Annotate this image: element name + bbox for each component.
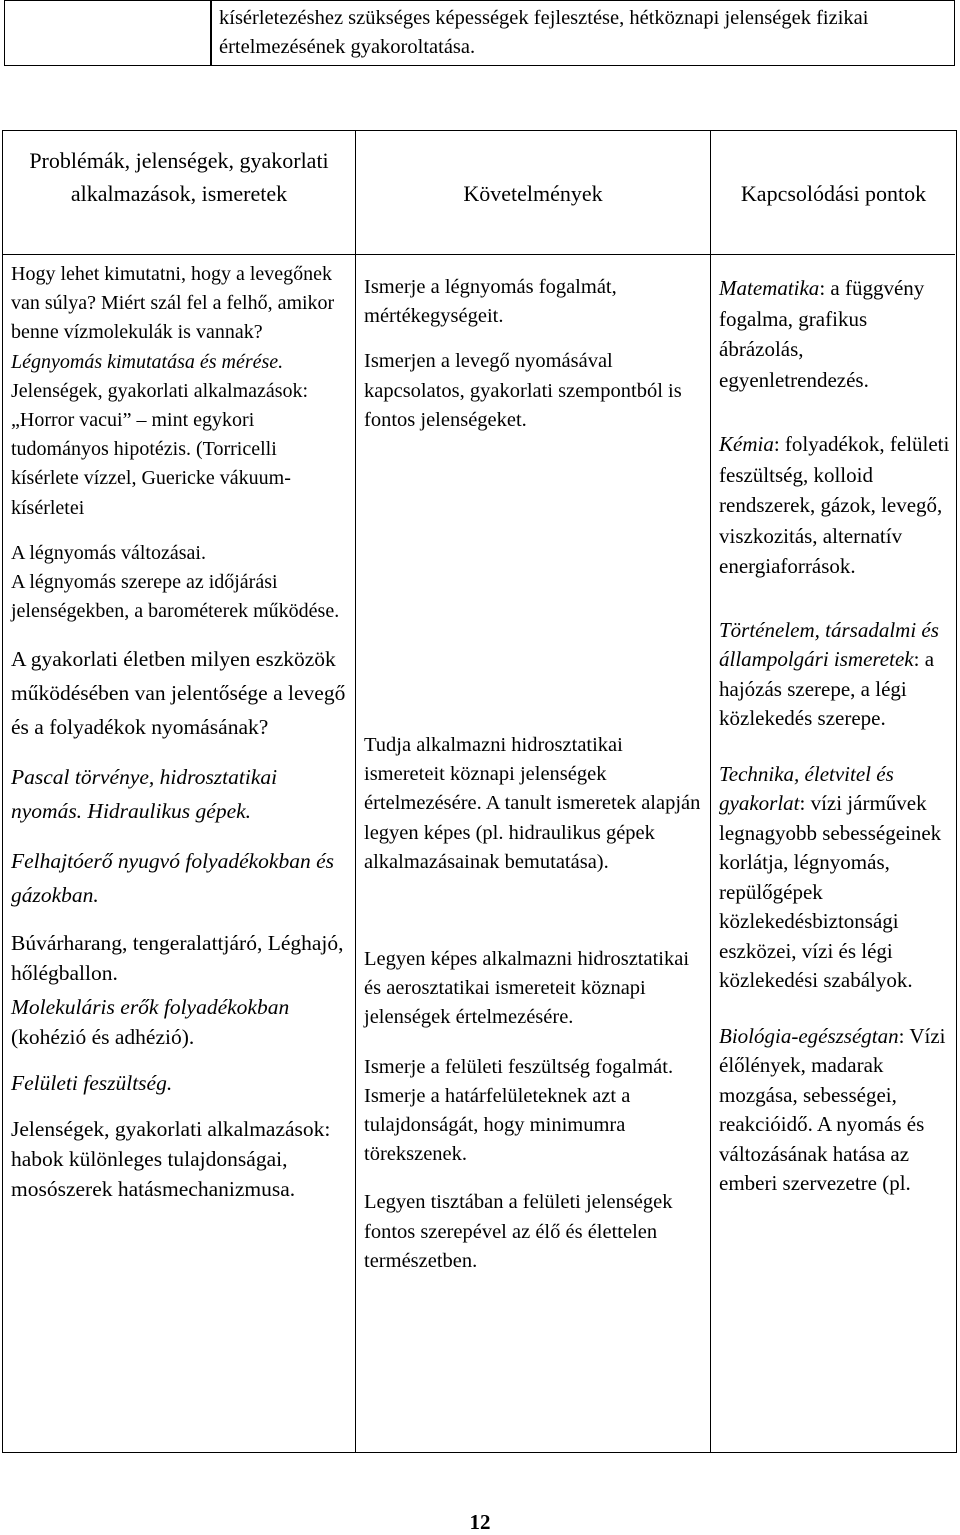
requirement-aerostatics: Legyen képes alkalmazni hidrosztatikai és aerosztatikai ismereteit köznapi jelenségek értelmezésére. xyxy=(364,948,690,1029)
header-problems: Problémák, jelenségek, gyakorlati alkalmazások, ismeretek xyxy=(29,148,329,206)
requirement-surface-tension: Ismerje a felületi feszültség fogalmát. Ismerje a határfelületeknek azt a tulajdonságát, hogy minimumra törekszenek. xyxy=(364,1055,674,1166)
text-pascal-law: Pascal törvénye, hidrosztatikai nyomás. Hidraulikus gépek. xyxy=(11,765,278,824)
paragraph-buoyancy xyxy=(11,844,347,912)
text-technology: : vízi járművek legnagyobb sebességeinek korlátja, légnyomás, repülőgépek közlekedésbiztonsági eszközei, vízi és légi közlekedési szabályok. xyxy=(719,791,942,992)
requirement-pressure-concept: Ismerje a légnyomás fogalmát, mértékegységeit. xyxy=(364,276,617,328)
connection-biology xyxy=(719,1022,953,1199)
paragraph-diving-bell: Búvárharang, tengeralattjáró, Léghajó, hőlégballon. xyxy=(11,931,344,986)
column-divider-1 xyxy=(355,130,356,1453)
label-mathematics: Matematika xyxy=(719,276,820,300)
header-requirements: Követelmények xyxy=(463,181,603,206)
paragraph-practical-question: A gyakorlati életben milyen eszközök működésében van jelentősége a levegő és a folyadékok nyomásának? xyxy=(11,647,346,740)
top-row-text: kísérletezéshez szükséges képességek fejlesztése, hétköznapi jelenségek fizikai értelmezésének gyakoroltatása. xyxy=(219,7,869,58)
paragraph-molecular-forces xyxy=(11,992,347,1052)
label-biology: Biológia-egészségtan xyxy=(719,1023,899,1048)
label-chemistry: Kémia xyxy=(719,432,774,456)
label-technology: Technika, életvitel és gyakorlat xyxy=(719,761,894,815)
paragraph-foams: habok különleges tulajdonságai, mosószerek hatásmechanizmusa. xyxy=(11,1147,296,1202)
requirement-surface-phenomena: Legyen tisztában a felületi jelenségek fontos szerepével az élő és élettelen természetben. xyxy=(364,1191,673,1272)
requirement-pressure-phenomena: Ismerjen a levegő nyomásával kapcsolatos, gyakorlati szempontból is fontos jelenségeket. xyxy=(364,350,682,431)
page-number: 12 xyxy=(469,1510,491,1534)
text-pressure-measurement: Légnyomás kimutatása és mérése. xyxy=(11,350,284,373)
text-air-weight-question: Hogy lehet kimutatni, hogy a levegőnek van súlya? Miért szál fel a felhő, amikor benne vízmolekulák is vannak? xyxy=(11,263,335,344)
header-connections: Kapcsolódási pontok xyxy=(740,181,927,206)
text-surface-tension: Felületi feszültség. xyxy=(11,1071,173,1096)
requirement-hydrostatics: Tudja alkalmazni hidrosztatikai ismereteit köznapi jelenségek értelmezésére. A tanult ismeretek alapján legyen képes (pl. hidraulikus gépek alkalmazásainak bemutatása). xyxy=(364,734,701,873)
column-problems xyxy=(11,260,347,1204)
paragraph-applications-label: Jelenségek, gyakorlati alkalmazások: xyxy=(11,1117,331,1142)
connection-technology xyxy=(719,760,953,996)
text-cohesion-adhesion: (kohézió és adhézió). xyxy=(11,1025,195,1050)
text-chemistry: : folyadékok, felületi feszültség, kolloid rendszerek, gázok, levegő, viszkozitás, alternatív energiaforrások. xyxy=(719,432,950,578)
column-requirements xyxy=(364,273,706,1276)
paragraph-weather-role: A légnyomás szerepe az időjárási jelenségekben, a barométerek működése. xyxy=(11,571,340,623)
paragraph-air-weight xyxy=(11,260,347,523)
text-molecular-forces: Molekuláris erők folyadékokban xyxy=(11,995,290,1020)
text-buoyancy: Felhajtóerő nyugvó folyadékokban és gázokban. xyxy=(11,849,334,908)
text-mathematics: : a függvény fogalma, grafikus ábrázolás, egyenletrendezés. xyxy=(719,276,925,392)
text-biology: : Vízi élőlények, madarak mozgása, sebességei, reakcióidő. A nyomás és változásának hatása az emberi szervezetre (pl. xyxy=(719,1023,946,1195)
text-history: : a hajózás szerepe, a légi közlekedés szerepe. xyxy=(719,647,935,730)
paragraph-pressure-changes: A légnyomás változásai. xyxy=(11,541,206,564)
header-divider xyxy=(2,254,955,255)
label-history: Történelem, társadalmi és állampolgári ismeretek xyxy=(719,617,939,671)
text-horror-vacui: Jelenségek, gyakorlati alkalmazások: „Horror vacui” – mint egykori tudományos hipotézis. (Torricelli kísérlete vízzel, Guericke vákuum-kísérletei xyxy=(11,379,309,519)
connection-chemistry xyxy=(719,429,953,582)
column-divider-2 xyxy=(710,130,711,1453)
column-connections xyxy=(719,273,953,1199)
connection-history xyxy=(719,616,953,734)
paragraph-surface-tension xyxy=(11,1068,347,1098)
top-row-left-cell xyxy=(4,0,211,66)
connection-mathematics xyxy=(719,273,953,395)
paragraph-pascal xyxy=(11,760,347,828)
